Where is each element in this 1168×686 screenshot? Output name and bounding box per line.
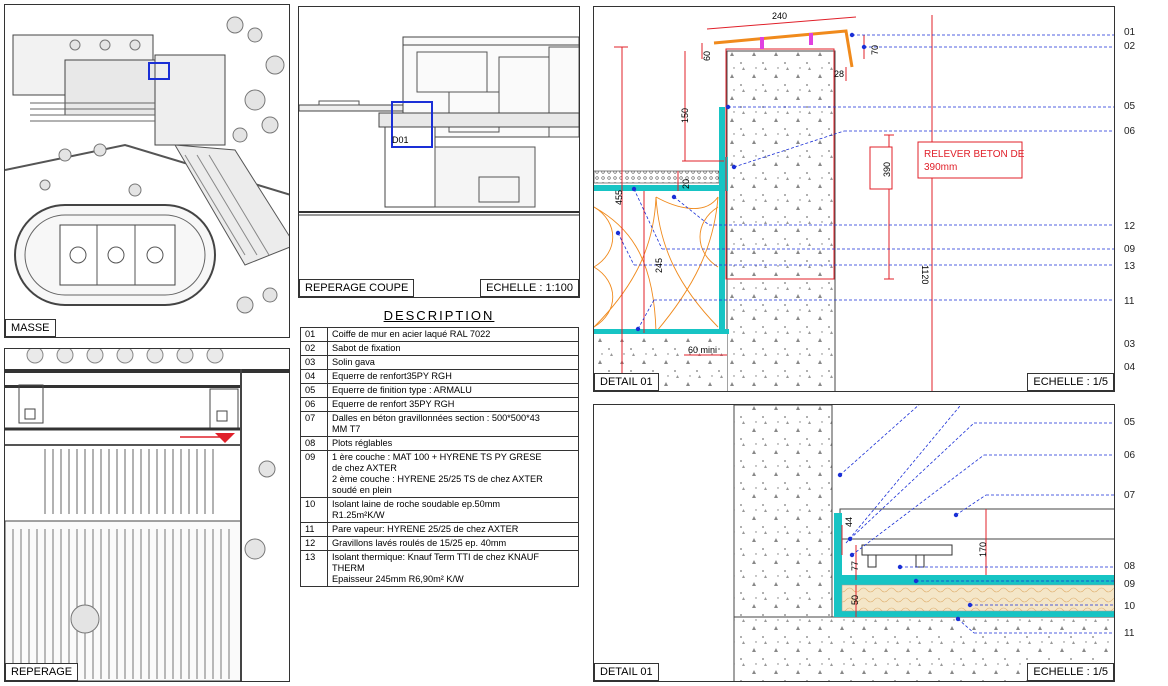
callout-03: 03	[1124, 339, 1136, 350]
callout-08: 08	[1124, 561, 1136, 572]
masse-panel	[4, 4, 290, 338]
description-row	[301, 451, 579, 498]
description-line: R1.25m²K/W	[332, 510, 385, 520]
callout-05-bottom: 05	[1124, 417, 1136, 428]
description-row	[301, 342, 579, 356]
callout-06-top: 06	[1124, 126, 1136, 137]
description-line: Equerre de finition type : ARMALU	[332, 385, 472, 395]
dim-455: 455	[614, 189, 624, 205]
description-number: 09	[301, 451, 328, 498]
description-line: Epaisseur 245mm R6,90m² K/W	[332, 574, 464, 584]
callout-09-bottom: 09	[1124, 579, 1136, 590]
callout-01: 01	[1124, 27, 1136, 38]
reperage-coupe-panel	[298, 6, 580, 298]
dim-77: 77	[850, 560, 860, 571]
dim-44: 44	[844, 516, 854, 527]
coupe-marker-label: D01	[392, 135, 409, 145]
callout-11-bottom: 11	[1124, 628, 1135, 639]
dim-390: 390	[882, 161, 892, 177]
description-line: Sabot de fixation	[332, 343, 401, 353]
description-number: 05	[301, 384, 328, 398]
callout-number-column	[1108, 0, 1168, 686]
description-text	[328, 412, 579, 437]
callout-12: 12	[1124, 221, 1136, 232]
detail-bottom-panel	[593, 404, 1115, 682]
description-row	[301, 437, 579, 451]
masse-label: MASSE	[5, 319, 56, 337]
description-line: Plots réglables	[332, 438, 393, 448]
callout-04: 04	[1124, 362, 1136, 373]
description-row	[301, 398, 579, 412]
description-number: 10	[301, 498, 328, 523]
dim-150: 150	[680, 107, 690, 123]
description-table	[300, 327, 579, 587]
description-line: soudé en plein	[332, 485, 392, 495]
dim-240: 240	[772, 11, 788, 21]
description-number: 07	[301, 412, 328, 437]
description-row	[301, 370, 579, 384]
relevé-note-line2: 390mm	[924, 162, 958, 173]
description-text	[328, 342, 579, 356]
callout-06-bottom: 06	[1124, 450, 1136, 461]
description-text	[328, 537, 579, 551]
reperage-label: REPERAGE	[5, 663, 78, 681]
description-title: DESCRIPTION	[383, 308, 495, 323]
description-text	[328, 437, 579, 451]
description-text	[328, 523, 579, 537]
detail-top-scale: ECHELLE : 1/5	[1027, 373, 1114, 391]
description-text	[328, 356, 579, 370]
coupe-section-drawing	[299, 7, 580, 298]
description-row	[301, 356, 579, 370]
relevé-note-line1: RELEVER BETON DE	[924, 149, 1025, 160]
description-line: Coiffe de mur en acier laqué RAL 7022	[332, 329, 491, 339]
description-line: Gravillons lavés roulés de 15/25 ep. 40mm	[332, 538, 507, 548]
description-text	[328, 384, 579, 398]
description-text	[328, 328, 579, 342]
description-number: 13	[301, 551, 328, 587]
detail-top-title: DETAIL 01	[594, 373, 659, 391]
detail-top-panel	[593, 6, 1115, 392]
detail-bottom-title: DETAIL 01	[594, 663, 659, 681]
description-number: 12	[301, 537, 328, 551]
description-number: 02	[301, 342, 328, 356]
callout-13: 13	[1124, 261, 1136, 272]
description-line: Isolant laine de roche soudable ep.50mm	[332, 499, 501, 509]
callout-11-top: 11	[1124, 296, 1135, 307]
dim-1120: 1120	[920, 265, 930, 285]
description-row	[301, 537, 579, 551]
description-text	[328, 398, 579, 412]
description-row	[301, 523, 579, 537]
description-text	[328, 551, 579, 587]
reperage-panel	[4, 348, 290, 682]
masse-site-plan	[5, 5, 290, 338]
description-number: 11	[301, 523, 328, 537]
dim-60-mini: 60 mini	[688, 345, 718, 355]
dim-20: 20	[681, 178, 691, 189]
detail-bottom-scale: ECHELLE : 1/5	[1027, 663, 1114, 681]
dim-70: 70	[870, 44, 880, 55]
description-line: 1 ère couche : MAT 100 + HYRENE TS PY GRESE	[332, 452, 542, 462]
description-number: 06	[301, 398, 328, 412]
dim-170: 170	[978, 541, 988, 557]
rockwool-insulation	[842, 585, 1115, 611]
callout-05-top: 05	[1124, 101, 1136, 112]
description-row	[301, 384, 579, 398]
description-line: Pare vapeur: HYRENE 25/25 de chez AXTER	[332, 524, 519, 534]
description-line: Equerre de renfort35PY RGH	[332, 371, 452, 381]
description-line: 2 ème couche : HYRENE 25/25 TS de chez AXTER	[332, 474, 543, 484]
description-row	[301, 498, 579, 523]
description-number: 03	[301, 356, 328, 370]
callout-09-top: 09	[1124, 244, 1136, 255]
description-line: Dalles en béton gravillonnées section : 500*500*43	[332, 413, 540, 423]
callout-02: 02	[1124, 41, 1136, 52]
description-line: THERM	[332, 563, 365, 573]
description-number: 01	[301, 328, 328, 342]
description-row	[301, 412, 579, 437]
description-text	[328, 498, 579, 523]
description-text	[328, 370, 579, 384]
description-row	[301, 551, 579, 587]
detail-bottom-drawing	[594, 405, 1115, 682]
dim-28: 28	[834, 69, 845, 79]
dim-50: 50	[850, 594, 860, 605]
description-line: Equerre de renfort 35PY RGH	[332, 399, 455, 409]
description-line: Isolant thermique: Knauf Term TTI de chez KNAUF	[332, 552, 539, 562]
description-line: de chez AXTER	[332, 463, 397, 473]
description-number: 08	[301, 437, 328, 451]
reperage-coupe-label: REPERAGE COUPE	[299, 279, 414, 297]
detail-top-drawing	[594, 7, 1115, 392]
callout-07: 07	[1124, 490, 1136, 501]
coupe-scale-label: ECHELLE : 1:100	[480, 279, 579, 297]
description-line: Solin gava	[332, 357, 375, 367]
dim-60: 60	[702, 50, 712, 61]
dim-245: 245	[654, 257, 664, 273]
description-text	[328, 451, 579, 498]
description-number: 04	[301, 370, 328, 384]
description-line: MM T7	[332, 424, 361, 434]
reperage-plan	[5, 349, 290, 682]
callout-10: 10	[1124, 601, 1136, 612]
description-row	[301, 328, 579, 342]
